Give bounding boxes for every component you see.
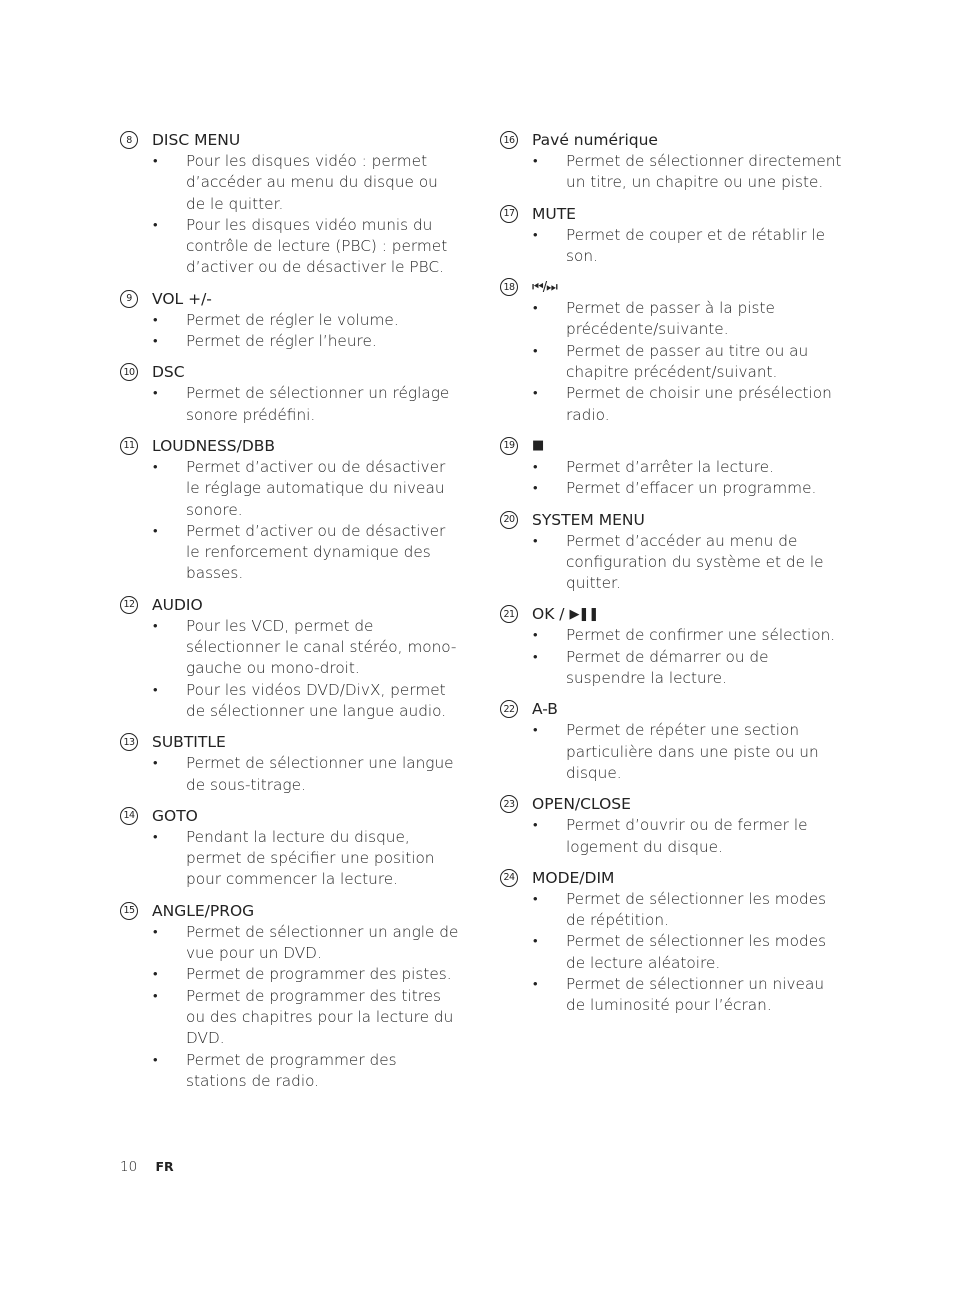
description-bullet: • Pour les disques vidéo munis du contrôle de lecture (PBC) : permet d’activer ou de désactiver le PBC.: [120, 215, 460, 279]
control-item: [120, 594, 460, 722]
control-title: [532, 605, 598, 623]
control-item: [120, 361, 460, 426]
description-list: [120, 753, 460, 796]
control-item: [500, 793, 845, 858]
description-bullet: • Permet d’accéder au menu de configuration du système et de le quitter.: [500, 531, 845, 595]
description-list: [120, 310, 460, 353]
control-title: [152, 131, 240, 149]
control-item: [500, 435, 845, 500]
language-code: FR: [155, 1159, 174, 1174]
item-number-badge: 8: [120, 131, 138, 149]
item-number-badge: 15: [120, 902, 138, 920]
page-number: 10: [120, 1159, 138, 1175]
control-heading: [120, 288, 460, 310]
description-bullet: • Permet de passer à la piste précédente/suivante.: [500, 298, 845, 341]
control-heading: [120, 129, 460, 151]
description-bullet: • Permet de sélectionner un réglage sonore prédéfini.: [120, 383, 460, 426]
description-list: [500, 889, 845, 1017]
control-title: [532, 869, 614, 887]
control-title: [152, 596, 203, 614]
control-heading: [120, 435, 460, 457]
description-list: [500, 225, 845, 268]
right-column: [500, 129, 845, 1026]
description-bullet: • Permet de choisir une présélection radio.: [500, 383, 845, 426]
description-bullet: • Pour les disques vidéo : permet d’accéder au menu du disque ou de le quitter.: [120, 151, 460, 215]
control-title: [532, 511, 645, 529]
description-bullet: • Permet d’activer ou de désactiver le réglage automatique du niveau sonore.: [120, 457, 460, 521]
control-item: [500, 698, 845, 784]
description-list: [500, 720, 845, 784]
control-heading: [500, 276, 845, 298]
control-item: [500, 276, 845, 426]
item-number-badge: 9: [120, 290, 138, 308]
description-list: [500, 298, 845, 426]
control-title: [532, 280, 557, 295]
control-title-text: OK /: [532, 605, 565, 624]
control-title-text: A-B: [532, 700, 558, 719]
description-bullet: • Pour les vidéos DVD/DivX, permet de sélectionner une langue audio.: [120, 680, 460, 723]
control-heading: [120, 361, 460, 383]
control-heading: [500, 603, 845, 625]
control-heading: [120, 805, 460, 827]
control-item: [500, 509, 845, 595]
description-bullet: • Pour les VCD, permet de sélectionner le canal stéréo, mono-gauche ou mono-droit.: [120, 616, 460, 680]
description-bullet: • Permet de couper et de rétablir le son.: [500, 225, 845, 268]
description-bullet: • Permet de passer au titre ou au chapitre précédent/suivant.: [500, 341, 845, 384]
control-heading: [120, 594, 460, 616]
description-bullet: • Permet de régler le volume.: [120, 310, 460, 331]
description-list: [500, 531, 845, 595]
description-list: [120, 616, 460, 722]
control-title-text: SUBTITLE: [152, 733, 226, 752]
control-item: [120, 900, 460, 1092]
control-title-text: SYSTEM MENU: [532, 510, 645, 529]
description-list: [500, 625, 845, 689]
description-bullet: • Permet de confirmer une sélection.: [500, 625, 845, 646]
control-heading: [500, 203, 845, 225]
description-bullet: • Permet d’activer ou de désactiver le renforcement dynamique des basses.: [120, 521, 460, 585]
description-list: [120, 151, 460, 279]
item-number-badge: 13: [120, 733, 138, 751]
description-bullet: • Permet de répéter une section particulière dans une piste ou un disque.: [500, 720, 845, 784]
item-number-badge: 17: [500, 205, 518, 223]
description-list: [120, 383, 460, 426]
description-bullet: • Permet de régler l’heure.: [120, 331, 460, 352]
control-heading: [120, 731, 460, 753]
item-number-badge: 10: [120, 363, 138, 381]
item-number-badge: 23: [500, 795, 518, 813]
control-title: [532, 131, 658, 149]
control-item: [500, 203, 845, 268]
description-list: [500, 457, 845, 500]
description-bullet: • Permet de programmer des stations de radio.: [120, 1050, 460, 1093]
description-bullet: • Permet de sélectionner un niveau de luminosité pour l’écran.: [500, 974, 845, 1017]
button-symbol-icon: ⏮/⏭: [532, 279, 557, 295]
control-heading: [500, 509, 845, 531]
control-item: [500, 129, 845, 194]
item-number-badge: 18: [500, 278, 518, 296]
control-title: [152, 733, 226, 751]
control-title: [152, 290, 212, 308]
control-title: [152, 807, 198, 825]
item-number-badge: 20: [500, 511, 518, 529]
description-bullet: • Permet de sélectionner une langue de sous-titrage.: [120, 753, 460, 796]
control-title-text: LOUDNESS/DBB: [152, 436, 276, 455]
description-list: [120, 922, 460, 1092]
control-title-text: Pavé numérique: [532, 131, 658, 149]
control-item: [120, 731, 460, 796]
control-heading: [500, 129, 845, 151]
control-title: [532, 795, 631, 813]
control-heading: [500, 867, 845, 889]
description-bullet: • Pendant la lecture du disque, permet de spécifier une position pour commencer la lecture.: [120, 827, 460, 891]
description-bullet: • Permet d’effacer un programme.: [500, 478, 845, 499]
control-heading: [500, 435, 845, 457]
description-bullet: • Permet de programmer des pistes.: [120, 964, 460, 985]
control-heading: [120, 900, 460, 922]
control-heading: [500, 793, 845, 815]
item-number-badge: 14: [120, 807, 138, 825]
description-bullet: • Permet d’ouvrir ou de fermer le logement du disque.: [500, 815, 845, 858]
description-bullet: • Permet de programmer des titres ou des chapitres pour la lecture du DVD.: [120, 986, 460, 1050]
control-item: [120, 805, 460, 891]
control-title-text: OPEN/CLOSE: [532, 795, 631, 814]
item-number-badge: 16: [500, 131, 518, 149]
description-list: [500, 815, 845, 858]
description-bullet: • Permet de sélectionner les modes de répétition.: [500, 889, 845, 932]
button-symbol-icon: ▶❚❚: [569, 606, 599, 622]
control-title: [532, 700, 558, 718]
item-number-badge: 19: [500, 437, 518, 455]
control-item: [120, 288, 460, 353]
control-title-text: MODE/DIM: [532, 868, 615, 887]
button-symbol-icon: ■: [532, 438, 544, 454]
control-title: [152, 902, 254, 920]
control-title-text: AUDIO: [152, 595, 203, 614]
description-bullet: • Permet de démarrer ou de suspendre la lecture.: [500, 647, 845, 690]
control-title-text: VOL +/-: [152, 289, 212, 308]
page-footer: [120, 1159, 174, 1175]
control-item: [120, 435, 460, 585]
control-title: [532, 205, 576, 223]
item-number-badge: 12: [120, 596, 138, 614]
item-number-badge: 11: [120, 437, 138, 455]
control-title-text: GOTO: [152, 806, 198, 825]
control-title-text: ANGLE/PROG: [152, 901, 255, 920]
description-list: [120, 827, 460, 891]
description-bullet: • Permet de sélectionner directement un titre, un chapitre ou une piste.: [500, 151, 845, 194]
control-title-text: MUTE: [532, 204, 576, 223]
item-number-badge: 21: [500, 605, 518, 623]
left-column: [120, 129, 460, 1101]
control-item: [120, 129, 460, 279]
description-bullet: • Permet d’arrêter la lecture.: [500, 457, 845, 478]
description-bullet: • Permet de sélectionner un angle de vue pour un DVD.: [120, 922, 460, 965]
item-number-badge: 22: [500, 700, 518, 718]
control-title: [532, 438, 543, 453]
control-title: [152, 437, 275, 455]
control-item: [500, 603, 845, 689]
description-list: [120, 457, 460, 585]
control-title-text: DISC MENU: [152, 131, 241, 149]
control-title-text: DSC: [152, 363, 185, 382]
control-heading: [500, 698, 845, 720]
control-title: [152, 363, 185, 381]
description-list: [500, 151, 845, 194]
control-item: [500, 867, 845, 1017]
item-number-badge: 24: [500, 869, 518, 887]
description-bullet: • Permet de sélectionner les modes de lecture aléatoire.: [500, 931, 845, 974]
